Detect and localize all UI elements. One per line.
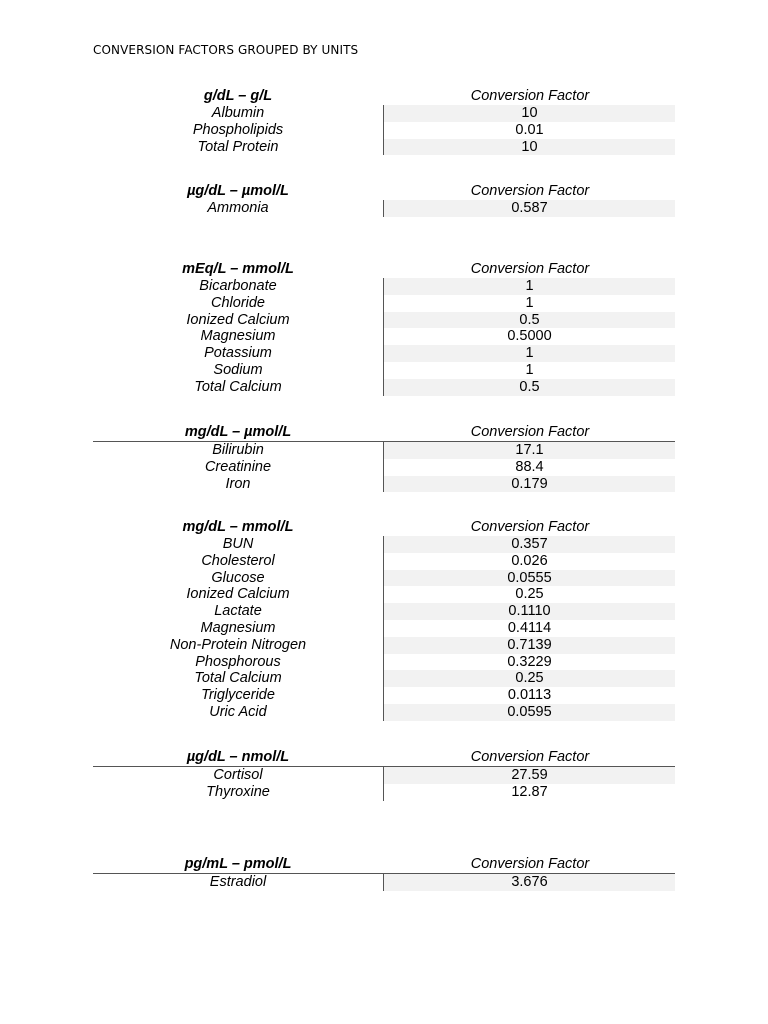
table-row: [93, 362, 675, 379]
group-header: [93, 519, 675, 536]
table-row: [93, 874, 675, 891]
group-header: [93, 183, 675, 200]
group-header: [93, 856, 675, 874]
table-row: [93, 139, 675, 156]
group-header: [93, 261, 675, 278]
analyte-name: Chloride: [211, 294, 265, 311]
table-row: [93, 570, 675, 587]
table-row: [93, 278, 675, 295]
factor-value: 0.357: [383, 536, 675, 553]
analyte-name: Phospholipids: [192, 121, 284, 138]
group-g-dl-g-l: [93, 88, 675, 155]
analyte-name: Uric Acid: [209, 703, 267, 720]
table-row: [93, 670, 675, 687]
table-row: [93, 586, 675, 603]
factor-value: 1: [383, 295, 675, 312]
group-ug-dl-umol-l: [93, 183, 675, 217]
analyte-name: Triglyceride: [201, 687, 275, 704]
analyte-name: Bicarbonate: [199, 278, 277, 294]
analyte-name: Creatinine: [204, 458, 272, 475]
document-title: CONVERSION FACTORS GROUPED BY UNITS: [93, 43, 359, 57]
factor-value: 0.5000: [383, 328, 675, 345]
conversion-factor-label: Conversion Factor: [470, 88, 590, 104]
table-row: [93, 312, 675, 329]
table-row: [93, 379, 675, 396]
unit-label: µg/dL – µmol/L: [187, 183, 289, 199]
table-row: [93, 328, 675, 345]
table-row: [93, 553, 675, 570]
analyte-name: Bilirubin: [212, 442, 264, 458]
table-row: [93, 442, 675, 459]
table-row: [93, 345, 675, 362]
factor-value: 0.4114: [383, 620, 675, 637]
factor-value: 0.7139: [383, 637, 675, 654]
group-header: [93, 424, 675, 442]
factor-value: 1: [383, 362, 675, 379]
factor-value: 0.25: [383, 586, 675, 603]
factor-value: 10: [383, 105, 675, 122]
factor-value: 27.59: [383, 767, 675, 784]
factor-value: 0.0595: [383, 704, 675, 721]
group-header: [93, 88, 675, 105]
group-pg-ml-pmol-l: [93, 856, 675, 891]
analyte-name: Estradiol: [209, 874, 267, 890]
factor-value: 0.0555: [383, 570, 675, 587]
unit-label: mg/dL – µmol/L: [184, 424, 292, 440]
analyte-name: Non-Protein Nitrogen: [169, 636, 307, 653]
analyte-name: BUN: [222, 536, 254, 552]
factor-value: 10: [383, 139, 675, 156]
analyte-name: Thyroxine: [206, 783, 270, 800]
table-row: [93, 704, 675, 721]
group-ug-dl-nmol-l: [93, 749, 675, 801]
analyte-name: Phosphorous: [195, 653, 281, 670]
unit-label: mg/dL – mmol/L: [182, 519, 294, 535]
factor-value: 88.4: [383, 459, 675, 476]
analyte-name: Glucose: [211, 569, 265, 586]
conversion-factor-label: Conversion Factor: [470, 856, 590, 872]
unit-label: µg/dL – nmol/L: [186, 749, 290, 765]
analyte-name: Total Protein: [197, 138, 279, 155]
analyte-name: Sodium: [213, 361, 263, 378]
table-row: [93, 476, 675, 493]
analyte-name: Albumin: [211, 105, 265, 121]
conversion-factor-label: Conversion Factor: [470, 183, 590, 199]
analyte-name: Potassium: [204, 345, 272, 362]
table-row: [93, 603, 675, 620]
factor-value: 0.026: [383, 553, 675, 570]
table-row: [93, 459, 675, 476]
table-row: [93, 122, 675, 139]
conversion-factor-label: Conversion Factor: [470, 519, 590, 535]
factor-value: 1: [383, 345, 675, 362]
analyte-name: Magnesium: [200, 328, 276, 345]
unit-label: pg/mL – pmol/L: [184, 856, 292, 872]
analyte-name: Cortisol: [213, 767, 263, 783]
analyte-name: Cholesterol: [201, 552, 275, 569]
factor-value: 0.01: [383, 122, 675, 139]
table-row: [93, 637, 675, 654]
factor-value: 0.5: [383, 312, 675, 329]
factor-value: 17.1: [383, 442, 675, 459]
analyte-name: Magnesium: [200, 619, 276, 636]
table-row: [93, 295, 675, 312]
group-meq-l-mmol-l: [93, 261, 675, 396]
conversion-factor-label: Conversion Factor: [470, 749, 590, 765]
factor-value: 0.587: [383, 200, 675, 217]
factor-value: 0.25: [383, 670, 675, 687]
table-row: [93, 200, 675, 217]
factor-value: 0.3229: [383, 654, 675, 671]
group-mg-dl-mmol-l: [93, 519, 675, 721]
table-row: [93, 654, 675, 671]
analyte-name: Ammonia: [207, 200, 269, 216]
analyte-name: Total Calcium: [194, 670, 282, 687]
analyte-name: Ionized Calcium: [186, 311, 290, 328]
analyte-name: Total Calcium: [194, 378, 282, 395]
factor-value: 1: [383, 278, 675, 295]
factor-value: 0.5: [383, 379, 675, 396]
table-row: [93, 536, 675, 553]
factor-value: 0.179: [383, 476, 675, 493]
group-header: [93, 749, 675, 767]
factor-value: 3.676: [383, 874, 675, 891]
analyte-name: Iron: [225, 475, 251, 492]
conversion-factor-label: Conversion Factor: [470, 261, 590, 277]
factor-value: 0.1110: [383, 603, 675, 620]
analyte-name: Lactate: [214, 603, 262, 620]
group-mg-dl-umol-l: [93, 424, 675, 492]
unit-label: mEq/L – mmol/L: [182, 261, 294, 277]
analyte-name: Ionized Calcium: [186, 586, 290, 603]
unit-label: g/dL – g/L: [203, 88, 273, 104]
table-row: [93, 105, 675, 122]
table-row: [93, 687, 675, 704]
conversion-factor-label: Conversion Factor: [470, 424, 590, 440]
table-row: [93, 767, 675, 784]
table-row: [93, 784, 675, 801]
factor-value: 12.87: [383, 784, 675, 801]
table-row: [93, 620, 675, 637]
factor-value: 0.0113: [383, 687, 675, 704]
